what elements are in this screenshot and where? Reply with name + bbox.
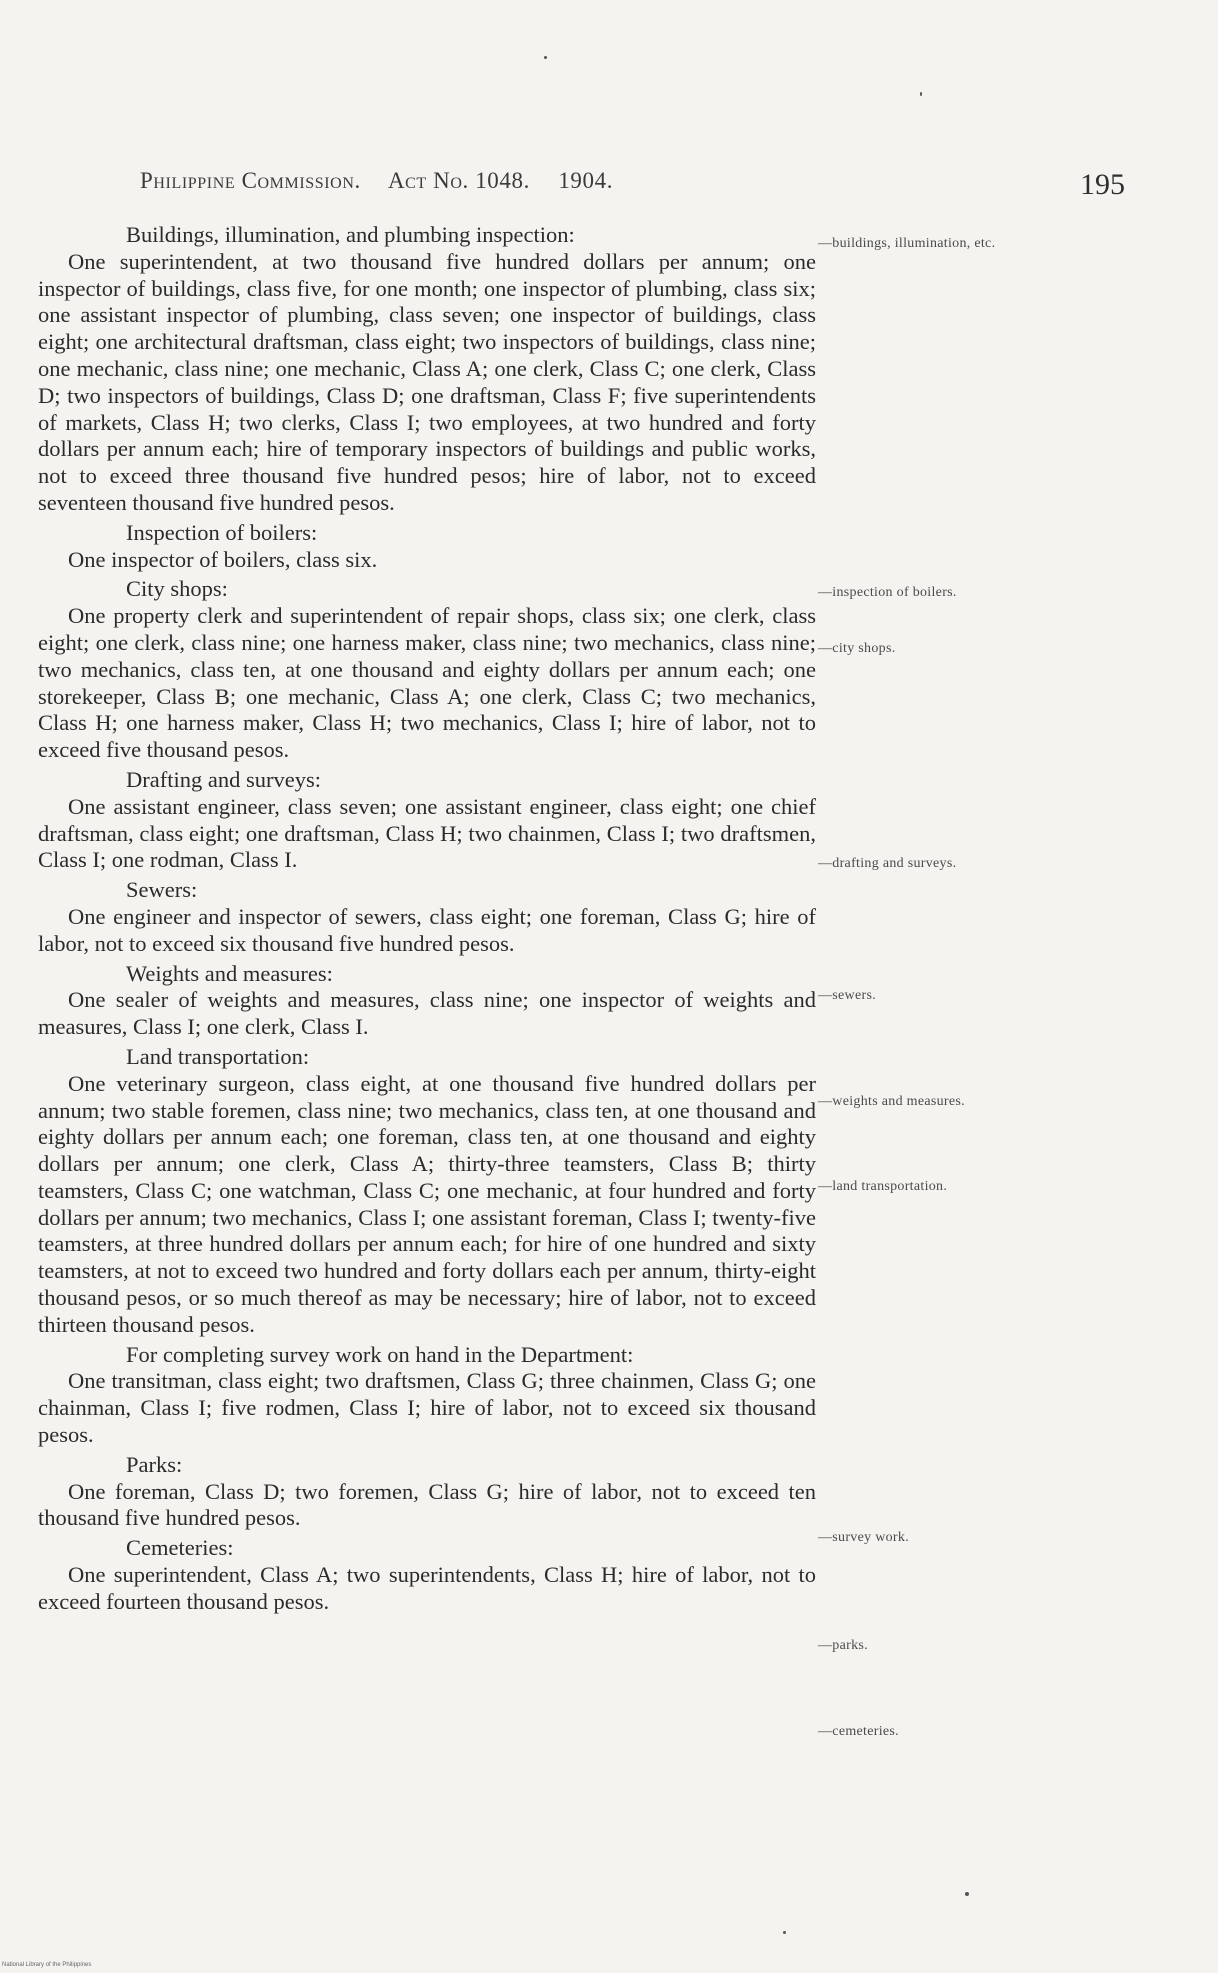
section-paragraph: One sealer of weights and measures, class nine; one inspector of weights and measures, Class I; one clerk, Class I.	[38, 987, 816, 1040]
margin-note-cemeteries: —cemeteries.	[818, 1724, 899, 1739]
section-heading: Sewers:	[126, 877, 198, 903]
scan-speck	[920, 92, 922, 96]
section-heading: Cemeteries:	[126, 1535, 234, 1561]
section-heading: Parks:	[126, 1451, 183, 1477]
section-paragraph: One property clerk and superintendent of repair shops, class six; one clerk, class eight; one clerk, class nine; one harness maker, class nine; two mechanics, class nine; two mechanics, class ten, at one thousand and eighty dollars per annum each; one storekeeper, Class B; one mechanic, Class A; one clerk, Class C; two mechanics, Class H; one harness maker, Class H; two mechanics, Class I; hire of labor, not to exceed five thousand pesos.	[38, 603, 816, 763]
margin-note-buildings: —buildings, illumination, etc.	[818, 236, 996, 251]
section-paragraph: One assistant engineer, class seven; one assistant engineer, class eight; one chief draftsman, class eight; one draftsman, Class H; two chainmen, Class I; two draftsmen, Class I; one rodman, Class I.	[38, 793, 816, 873]
section-paragraph: One superintendent, at two thousand five hundred dollars per annum; one inspector of buildings, class five, for one month; one inspector of plumbing, class six; one assistant inspector of plumbing, class seven; one inspector of buildings, class eight; one architectural draftsman, class eight; two inspectors of buildings, class nine; one mechanic, class nine; one mechanic, Class A; one clerk, Class C; one clerk, Class D; two inspectors of buildings, Class D; one draftsman, Class F; five superintendents of markets, Class H; two clerks, Class I; two employees, at two hundred and forty dollars per annum each; hire of temporary inspectors of buildings and public works, not to exceed three thousand five hundred pesos; hire of labor, not to exceed seventeen thousand five hundred pesos.	[38, 248, 816, 515]
section-paragraph: One veterinary surgeon, class eight, at one thousand five hundred dollars per annum; two stable foremen, class nine; two mechanics, class ten, at one thousand and eighty dollars per annum each; one foreman, class ten, at one thousand and eighty dollars per annum; one clerk, Class A; thirty-three teamsters, Class B; thirty teamsters, Class C; one watchman, Class C; one mechanic, at four hundred and forty dollars per annum; two mechanics, Class I; one assistant foreman, Class I; twenty-five teamsters, at three hundred dollars per annum each; for hire of one hundred and sixty teamsters, at not to exceed two hundred and forty dollars each per annum, thirty-eight thousand pesos, or so much thereof as may be necessary; hire of labor, not to exceed thirteen thousand pesos.	[38, 1070, 816, 1337]
section-paragraph: One inspector of boilers, class six.	[68, 546, 378, 572]
running-head-title: Philippine Commission.	[140, 168, 361, 193]
margin-note-land-transportation: —land transportation.	[818, 1179, 948, 1194]
section-paragraph: One engineer and inspector of sewers, class eight; one foreman, Class G; hire of labor, not to exceed six thousand five hundred pesos.	[38, 903, 816, 956]
scan-speck	[783, 1931, 786, 1934]
scan-speck	[965, 1892, 969, 1896]
margin-note-drafting: —drafting and surveys.	[818, 856, 957, 871]
margin-note-weights: —weights and measures.	[818, 1094, 965, 1109]
section-heading: For completing survey work on hand in the Department:	[126, 1341, 634, 1367]
section-heading: Buildings, illumination, and plumbing inspection:	[126, 222, 575, 247]
footer-stamp: National Library of the Philippines	[2, 1962, 92, 1968]
page-number: 195	[1080, 168, 1125, 201]
section-heading: Inspection of boilers:	[126, 519, 318, 545]
running-head-act: Act No. 1048.	[387, 168, 530, 193]
section-heading: Drafting and surveys:	[126, 766, 321, 792]
margin-note-sewers: —sewers.	[818, 988, 876, 1003]
margin-note-parks: —parks.	[818, 1638, 868, 1653]
section-heading: Land transportation:	[126, 1043, 310, 1069]
section-paragraph: One superintendent, Class A; two superintendents, Class H; hire of labor, not to exceed fourteen thousand pesos.	[38, 1562, 816, 1614]
body-text	[38, 222, 816, 1619]
margin-note-boilers: —inspection of boilers.	[818, 585, 957, 600]
section-heading: City shops:	[126, 576, 228, 602]
section-paragraph: One transitman, class eight; two draftsmen, Class G; three chainmen, Class G; one chainman, Class I; five rodmen, Class I; hire of labor, not to exceed six thousand pesos.	[38, 1368, 816, 1448]
running-head-year: 1904.	[558, 168, 614, 193]
running-head	[140, 168, 635, 194]
section-paragraph: One foreman, Class D; two foremen, Class G; hire of labor, not to exceed ten thousand five hundred pesos.	[38, 1478, 816, 1531]
section-heading: Weights and measures:	[126, 960, 333, 986]
margin-note-survey-work: —survey work.	[818, 1530, 909, 1545]
margin-note-city-shops: —city shops.	[818, 641, 896, 656]
scan-speck	[544, 56, 547, 59]
